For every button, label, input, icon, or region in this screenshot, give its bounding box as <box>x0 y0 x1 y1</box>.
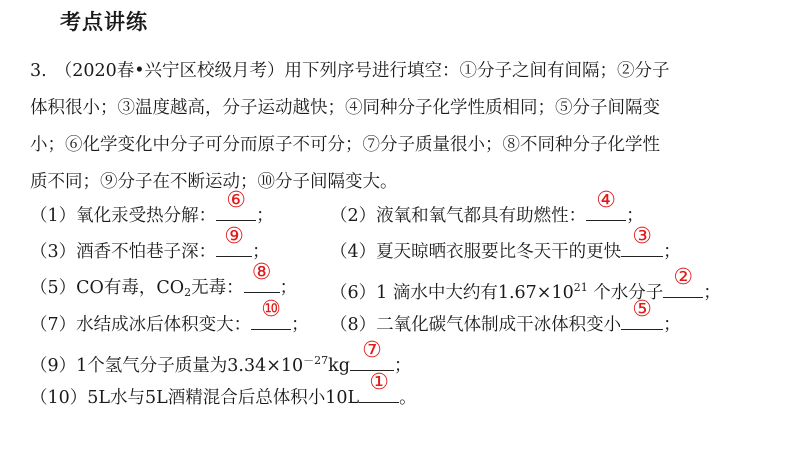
answer-mark: ⑩ <box>261 297 282 322</box>
question-line-1: 3. （2020春•兴宁区校级月考）用下列序号进行填空：①分子之间有间隔；②分子 <box>30 61 670 81</box>
question-line-2: 体积很小；③温度越高，分子运动越快；④同种分子化学性质相同；⑤分子间隔变 <box>30 98 660 118</box>
answer-mark: ⑦ <box>362 338 382 363</box>
question-line-4: 质不同；⑨分子在不断运动；⑩分子间隔变大。 <box>30 172 398 192</box>
question-stem <box>30 53 780 201</box>
answer-blank <box>586 188 626 221</box>
item-9: （9）1个氢气分子质量为$3.34\times 10^{-27}kg$ ⑦ ； <box>30 338 412 376</box>
answer-blank <box>621 224 663 257</box>
item-4: （4）夏天晾晒衣服要比冬天干的更快 ③ ； <box>330 224 681 262</box>
answer-mark: ② <box>673 265 694 290</box>
question-number: 3. <box>30 61 47 81</box>
answer-mark: ⑤ <box>632 297 653 322</box>
item-1: （1）氧化汞受热分解： ⑥ ； <box>30 188 274 226</box>
item-5: （5）CO有毒，$CO_2$无毒： ⑧ ； <box>30 260 298 299</box>
answer-blank <box>216 188 256 221</box>
answer-mark: ⑨ <box>224 224 245 249</box>
item-6: （6）1 滴水中大约有$1.67\times 10^{21}$ 个水分子 ② ； <box>330 265 721 303</box>
item-10: （10）5L水与5L酒精混合后总体积小10L ① 。 <box>30 370 417 408</box>
answer-blank <box>216 224 252 257</box>
item-8: （8）二氧化碳气体制成干冰体积变小 ⑤ ； <box>330 297 681 335</box>
item-7: （7）水结成冰后体积变大： ⑩ ； <box>30 297 309 335</box>
item-2: （2）液氧和氧气都具有助燃性： ④ ； <box>330 188 644 226</box>
answer-mark: ④ <box>596 188 617 213</box>
answer-mark: ⑧ <box>251 260 272 285</box>
answer-mark: ① <box>369 370 390 395</box>
question-line-3: 小；⑥化学变化中分子可分而原子不可分；⑦分子质量很小；⑧不同种分子化学性 <box>30 135 660 155</box>
section-title: 考点讲练 <box>60 10 148 34</box>
answer-blank <box>359 370 399 403</box>
answer-blank <box>244 260 280 293</box>
answer-mark: ⑥ <box>226 188 247 213</box>
item-3: （3）酒香不怕巷子深： ⑨ ； <box>30 224 270 262</box>
answer-blank <box>663 265 703 298</box>
answer-blank <box>621 297 663 330</box>
answer-mark: ③ <box>632 224 653 249</box>
answer-blank <box>251 297 291 330</box>
answer-blank <box>350 338 394 371</box>
